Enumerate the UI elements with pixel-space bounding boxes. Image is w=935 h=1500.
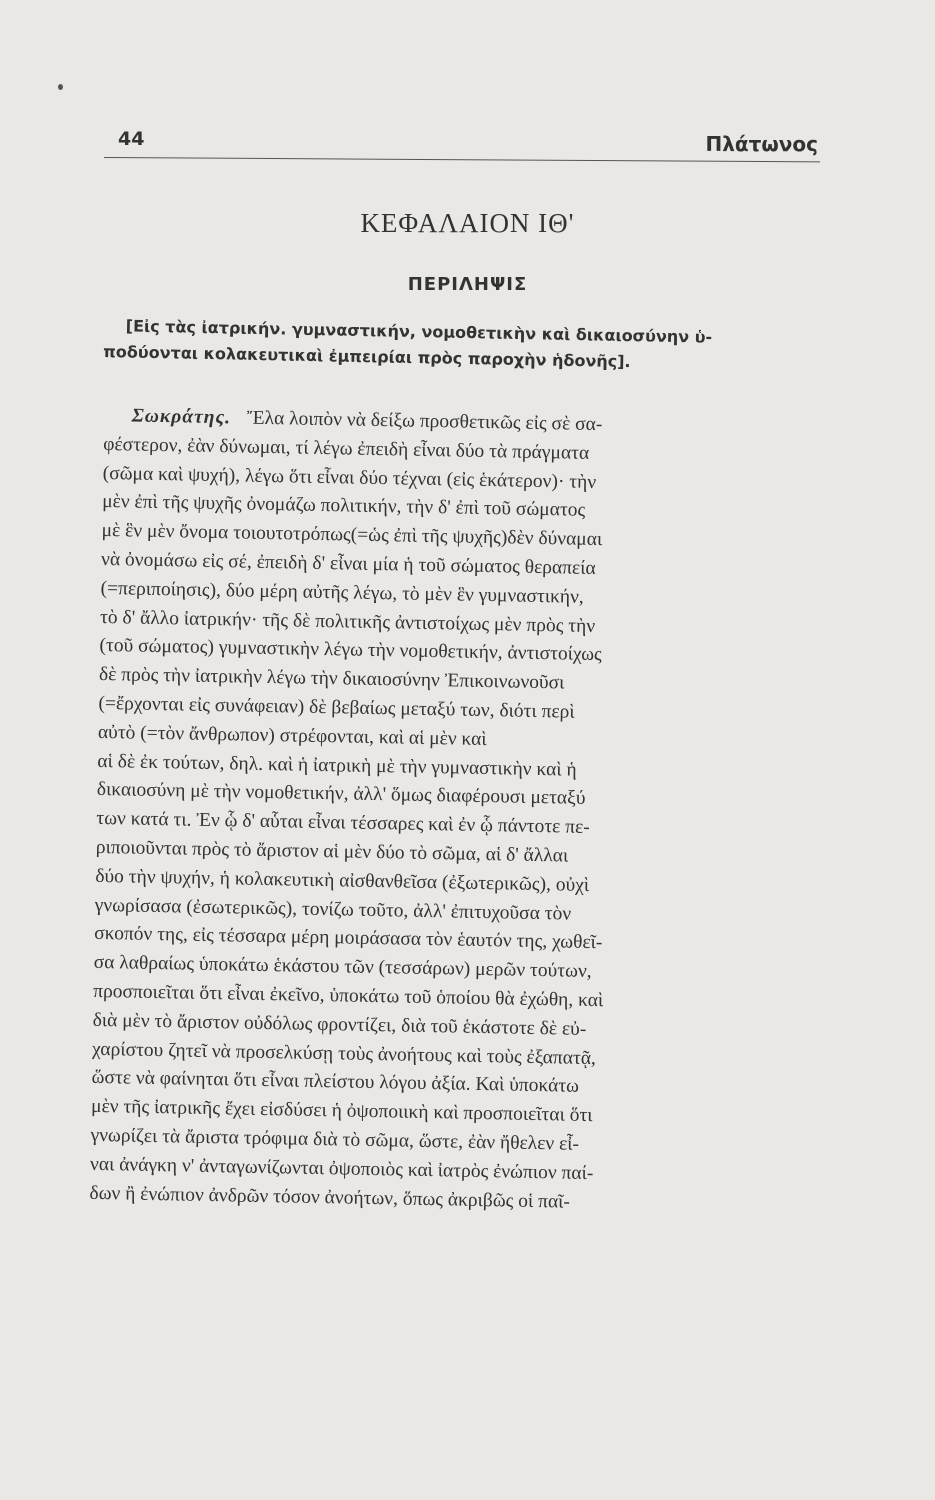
ink-speck (58, 84, 63, 90)
body-line-text: δὲ πρὸς τὴν ἰατρικὴν λέγω τὴν δικαιοσύνην Ἐπικοινωνοῦσι (98, 664, 565, 694)
speaker-name: Σωκράτης. (131, 405, 232, 429)
body-line-text: αἱ δὲ ἐκ τούτων, δηλ. καὶ ἡ ἰατρικὴ μὲ τὴν γυμναστικὴν καὶ ἡ (97, 750, 577, 781)
body-line-text: (τοῦ σώματος) γυμναστικὴν λέγω τὴν νομοθετικήν, ἀντιστοίχως (99, 635, 602, 666)
body-line-text: αὐτὸ (=τὸν ἄνθρωπον) στρέφονται, καὶ αἱ μὲν καὶ (97, 721, 487, 750)
body-line-text: ὥστε νὰ φαίνηται ὅτι εἶναι πλείστου λόγου ἀξία. Καὶ ὑποκάτω (91, 1067, 580, 1098)
body-text (89, 402, 826, 1221)
body-line-text: διὰ μὲν τὸ ἄριστον οὐδόλως φροντίζει, διὰ τοῦ ἑκάστοτε δὲ εὐ- (92, 1009, 587, 1040)
body-line-text: Ἔλα λοιπὸν νὰ δείξω προσθετικῶς εἰς σὲ σα- (246, 407, 603, 436)
body-line-text: δύο τὴν ψυχήν, ἡ κολακευτικὴ αἰσθανθεῖσα (ἐξωτερικῶς), οὐχὶ (95, 865, 590, 896)
page-number: 44 (118, 128, 145, 150)
body-line-text: μὲν τῆς ἰατρικῆς ἔχει εἰσδύσει ἡ ὀψοποιικὴ καὶ προσποιεῖται ὅτι (90, 1096, 593, 1127)
body-line-text: ναι ἀνάγκη ν' ἀνταγωνίζωνται ὀψοποιὸς καὶ ἰατρὸς ἐνώπιον παί- (89, 1153, 594, 1184)
body-line-text: δων ἢ ἐνώπιον ἀνδρῶν τόσον ἀνοήτων, ὅπως ἀκριβῶς οἱ παῖ- (89, 1182, 571, 1213)
body-line-text: δικαιοσύνη μὲ τὴν νομοθετικήν, ἀλλ' ὅμως διαφέρουσι μεταξύ (96, 779, 586, 810)
body-line-text: σκοπόν της, εἰς τέσσαρα μέρη μοιράσασα τὸν ἑαυτόν της, χωθεῖ- (94, 923, 603, 954)
body-line-text: (σῶμα καὶ ψυχή), λέγω ὅτι εἶναι δύο τέχναι (εἰς ἑκάτερον)· τὴν (102, 462, 597, 493)
body-line-text: των κατά τι. Ἐν ᾧ δ' αὗται εἶναι τέσσαρες καὶ ἐν ᾧ πάντοτε πε- (96, 808, 590, 839)
body-line-text: ριποιοῦνται πρὸς τὸ ἄριστον αἱ μὲν δύο τὸ σῶμα, αἱ δ' ἄλλαι (95, 836, 569, 867)
body-line-text: προσποιεῖται ὅτι εἶναι ἐκεῖνο, ὑποκάτω τοῦ ὁποίου θὰ ἐχώθη, καὶ (93, 980, 604, 1012)
body-line-text: φέστερον, ἐὰν δύνωμαι, τί λέγω ἐπειδὴ εἶναι δύο τὰ πράγματα (103, 433, 590, 464)
body-line-text: γνωρίζει τὰ ἄριστα τρόφιμα διὰ τὸ σῶμα, ὥστε, ἐὰν ἤθελεν εἶ- (90, 1124, 580, 1155)
body-line-text: τὸ δ' ἄλλο ἰατρικήν· τῆς δὲ πολιτικῆς ἀντιστοίχως μὲν πρὸς τὴν (99, 606, 596, 637)
body-line-text: νὰ ὀνομάσω εἰς σέ, ἐπειδὴ δ' εἶναι μία ἡ τοῦ σώματος θεραπεία (100, 548, 596, 580)
summary-line: [Εἰς τὰς ἰατρικήν. γυμναστικήν, νομοθετικὴν καὶ δικαιοσύνην ὑ- (125, 316, 713, 347)
summary-heading: ΠΕΡΙΛΗΨΙΣ (407, 274, 528, 295)
body-line-text: μὲ ἓν μὲν ὄνομα τοιουτοτρόπως(=ὡς ἐπὶ τῆς ψυχῆς)δὲν δύναμαι (101, 520, 603, 551)
body-line-text: γνωρίσασα (ἐσωτερικῶς), τονίζω τοῦτο, ἀλλ' ἐπιτυχοῦσα τὸν (94, 894, 572, 925)
header-rule (104, 157, 820, 162)
chapter-summary (103, 313, 824, 379)
body-line-text: σα λαθραίως ὑποκάτω ἑκάστου τῶν (τεσσάρων) μερῶν τούτων, (93, 952, 592, 983)
body-line-text: μὲν ἐπὶ τῆς ψυχῆς ὀνομάζω πολιτικήν, τὴν δ' ἐπὶ τοῦ σώματος (101, 491, 586, 522)
body-line-text: (=περιποίησις), δύο μέρη αὐτῆς λέγω, τὸ μὲν ἓν γυμναστικήν, (100, 577, 584, 608)
body-line-text: χαρίστου ζητεῖ νὰ προσελκύσῃ τοὺς ἀνοήτους καὶ τοὺς ἐξαπατᾷ, (91, 1038, 597, 1069)
page-header (104, 128, 820, 162)
body-line-text: (=ἔρχονται εἰς συνάφειαν) δὲ βεβαίως μεταξύ των, διότι περὶ (98, 692, 575, 723)
chapter-title: ΚΕΦΑΛΑΙΟΝ ΙΘ' (360, 208, 575, 238)
summary-line: ποδύονται κολακευτικαὶ ἐμπειρίαι πρὸς παροχὴν ἡδονῆς]. (103, 341, 631, 372)
running-title: Πλάτωνος (705, 132, 818, 156)
